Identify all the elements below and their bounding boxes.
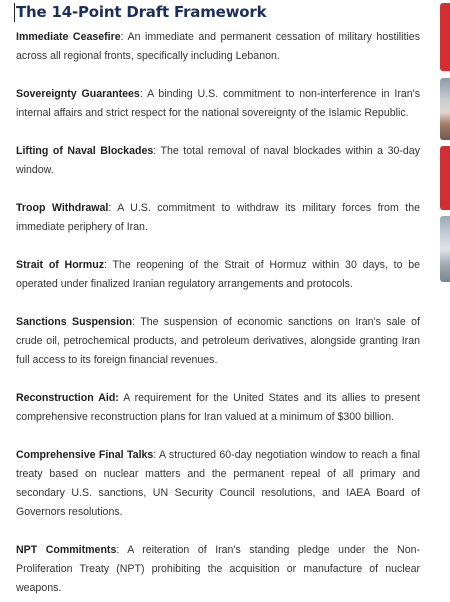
point-term: Strait of Hormuz: [16, 259, 104, 271]
point-description: : A structured 60-day negotiation window to reach a final treaty based on nuclear matters and the permanent repeal of all primary and secondary U.S. sanctions, UN Security Council resolutions, and IAEA Board of Governors resolutions.: [16, 449, 420, 518]
article-thumbnail[interactable]: [440, 3, 450, 71]
framework-point: [16, 446, 420, 522]
photo-thumbnail[interactable]: [440, 78, 450, 140]
point-term: NPT Commitments: [16, 544, 117, 556]
point-description: : The total removal of naval blockades within a 30-day window.: [16, 145, 420, 176]
point-description: : A binding U.S. commitment to non-interference in Iran's internal affairs and strict respect for the national sovereignty of the Islamic Republic.: [16, 88, 420, 119]
framework-point: [16, 389, 420, 427]
document-body: [16, 2, 420, 598]
point-term: Reconstruction Aid:: [16, 392, 119, 404]
framework-point: [16, 313, 420, 370]
point-description: : The suspension of economic sanctions on Iran's sale of crude oil, petrochemical products, and petroleum derivatives, alongside granting Iran full access to its foreign financial revenues.: [16, 316, 421, 366]
framework-point: [16, 142, 420, 180]
framework-point: [16, 199, 420, 237]
point-description: : A U.S. commitment to withdraw its military forces from the immediate periphery of Iran.: [16, 202, 420, 233]
point-description: : A reiteration of Iran's standing pledge under the Non-Proliferation Treaty (NPT) prohibiting the acquisition or manufacture of nuclear weapons.: [16, 544, 420, 594]
point-term: Comprehensive Final Talks: [16, 449, 154, 461]
point-description: A requirement for the United States and its allies to present comprehensive reconstruction plans for Iran valued at a minimum of $300 billion.: [16, 392, 420, 423]
point-description: : An immediate and permanent cessation of military hostilities across all regional fronts, specifically including Lebanon.: [16, 31, 420, 62]
framework-point: [16, 541, 420, 598]
point-term: Troop Withdrawal: [16, 202, 109, 214]
framework-point: [16, 28, 420, 66]
framework-point: [16, 85, 420, 123]
point-term: Immediate Ceasefire: [16, 31, 121, 43]
photo-thumbnail[interactable]: [440, 216, 450, 282]
document-title: The 14-Point Draft Framework: [16, 3, 267, 21]
framework-point: [16, 256, 420, 294]
point-term: Sovereignty Guarantees: [16, 88, 140, 100]
article-thumbnail[interactable]: [440, 146, 450, 210]
point-term: Sanctions Suspension: [16, 316, 133, 328]
thumbnail-sidebar: [440, 0, 450, 602]
point-term: Lifting of Naval Blockades: [16, 145, 154, 157]
point-description: : The reopening of the Strait of Hormuz within 30 days, to be operated under finalized Iranian regulatory arrangements and protocols.: [16, 259, 420, 290]
text-cursor: [14, 3, 15, 22]
